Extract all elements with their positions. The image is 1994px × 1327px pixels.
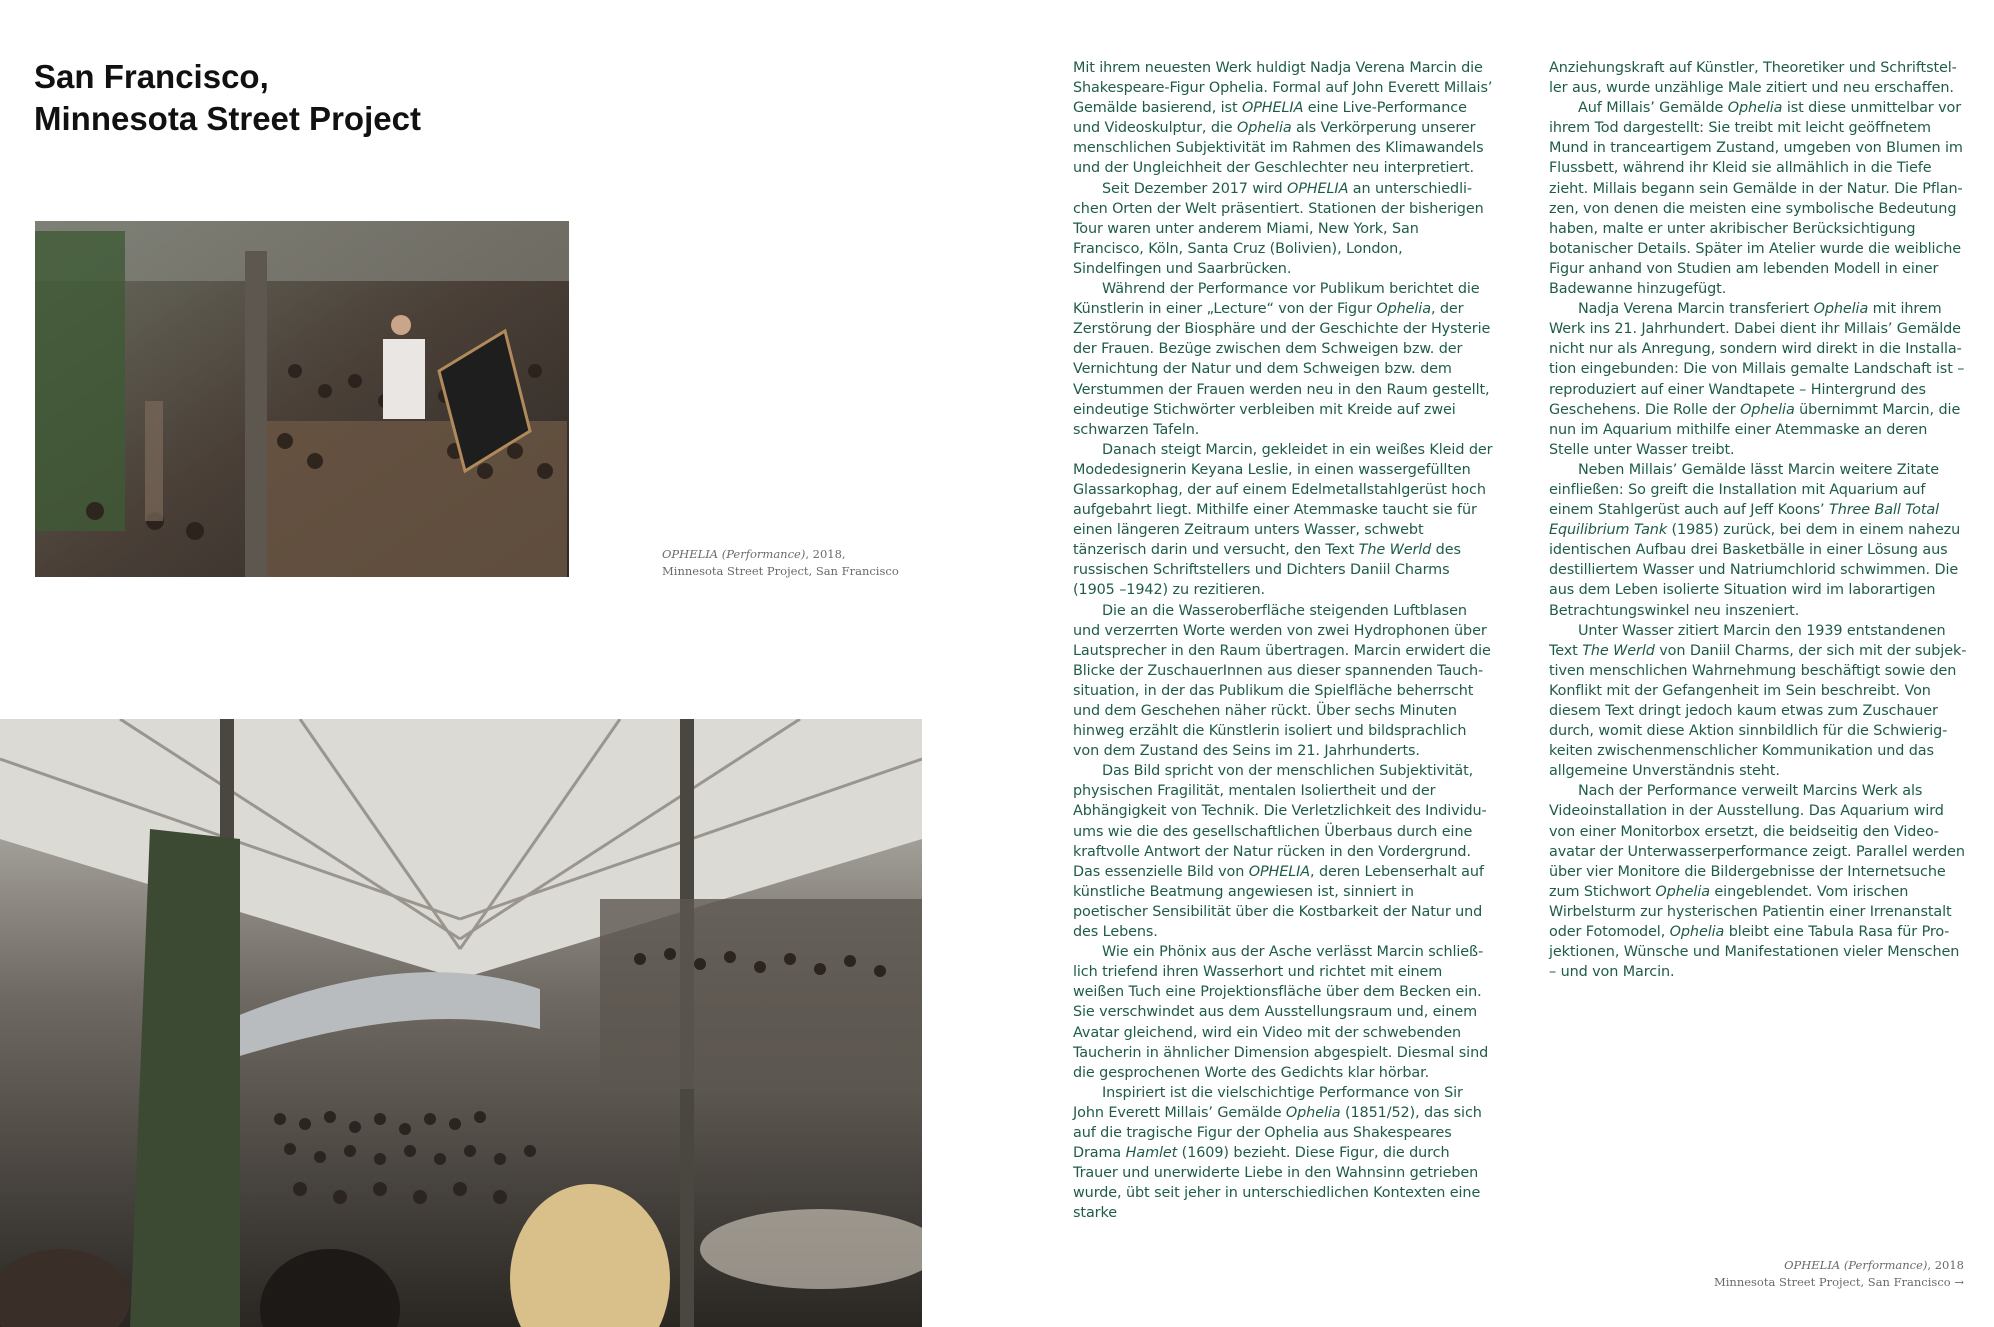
- body-paragraph: Inspiriert ist die vielschichtige Performance von Sir John Everett Millais’ Gemälde Ophelia (1851/52), das sich auf die tragische Figur der Ophelia aus Shakespeares Drama Hamlet (1609) bezieht. Diese Figur, die durch Trauer und unerwiderte Liebe in den Wahnsinn getrieben wurde, übt seit jeher in unterschiedlichen Kontexten eine starke: [1073, 1084, 1482, 1222]
- photo-caption-2-title: OPHELIA (Performance): [1784, 1258, 1928, 1272]
- performance-photo-audience-image: [0, 719, 922, 1327]
- page-title: [34, 56, 421, 140]
- page-title-line-2: Minnesota Street Project: [34, 100, 421, 137]
- body-paragraph: Nach der Performance verweilt Marcins Werk als Videoinstallation in der Ausstellung. Das Aquarium wird von einer Monitorbox ersetzt, die beidseitig den Videoavatar der Unterwasserperformance zeigt. Parallel werden über vier Monitore die Bildergebnisse der Internetsuche zum Stichwort Ophelia eingeblendet. Vom irischen Wirbelsturm zur hysterischen Patientin einer Irrenanstalt oder Fotomodel, Ophelia bleibt eine Tabula Rasa für Projektionen, Wünsche und Manifestationen vieler Menschen – und von Marcin.: [1549, 783, 1965, 981]
- photo-caption-2-location: Minnesota Street Project, San Francisco: [1713, 1275, 1951, 1289]
- body-paragraph: Mit ihrem neuesten Werk huldigt Nadja Verena Marcin die Shakespeare-Figur Ophelia. Formal auf John Everett Millais’ Gemälde basierend, ist OPHELIA eine Live-Performance und Videoskulptur, die Ophelia als Verkörperung unserer menschlichen Subjektivität im Rahmen des Klimawandels und der Ungleichheit der Geschlechter neu interpretiert.: [1073, 60, 1493, 177]
- photo-caption-2-line-2: [1714, 1274, 1964, 1291]
- body-paragraph: Wie ein Phönix aus der Asche verlässt Marcin schließlich triefend ihren Wasserhort und richtet mit einem weißen Tuch eine Projektionsfläche über dem Becken ein. Sie verschwindet aus dem Ausstellungsraum und, einem Avatar gleichend, wird ein Video mit der schwebenden Taucherin in ähnlicher Dimension abgespielt. Diesmal sind die gesprochenen Worte des Gedichts klar hörbar.: [1073, 944, 1489, 1081]
- photo-caption-1-title: OPHELIA (Performance): [662, 547, 806, 561]
- text-column-2: [1549, 58, 1969, 982]
- body-paragraph: Nadja Verena Marcin transferiert Ophelia mit ihrem Werk ins 21. Jahrhundert. Dabei dient ihr Millais’ Gemälde nicht nur als Anregung, sondern wird direkt in die Installation eingebunden: Die von Millais gemalte Landschaft ist – reproduziert auf einer Wandtapete – Hintergrund des Geschehens. Die Rolle der Ophelia übernimmt Marcin, die nun im Aquarium mithilfe einer Atemmaske an deren Stelle unter Wasser treibt.: [1549, 301, 1965, 458]
- photo-caption-1-line-2: Minnesota Street Project, San Francisco: [662, 564, 899, 578]
- performance-photo-lecture-image: [35, 221, 569, 577]
- performance-photo-audience: [0, 719, 922, 1327]
- body-paragraph: Danach steigt Marcin, gekleidet in ein weißes Kleid der Modedesignerin Keyana Leslie, in einen wassergefüllten Glassarkophag, der auf einem Edelmetallstahlgerüst hoch aufgebahrt liegt. Mithilfe einer Atemmaske taucht sie für einen längeren Zeitraum unters Wasser, schwebt tänzerisch darin und versucht, den Text The Werld des russischen Schriftstellers und Dichters Daniil Charms (1905 –1942) zu rezitieren.: [1073, 441, 1493, 599]
- body-paragraph: Neben Millais’ Gemälde lässt Marcin weitere Zitate einfließen: So greift die Installation mit Aquarium auf einem Stahlgerüst auch auf Jeff Koons’ Three Ball Total Equilibrium Tank (1985) zurück, bei dem in einem nahezu identischen Aufbau drei Basketbälle in einer Lösung aus destilliertem Wasser und Natriumchlorid schwimmen. Die aus dem Leben isolierte Situation wird im laborartigen Betrachtungswinkel neu inszeniert.: [1549, 461, 1961, 619]
- body-paragraph: Auf Millais’ Gemälde Ophelia ist diese unmittelbar vor ihrem Tod dargestellt: Sie treibt mit leicht geöffnetem Mund in tranceartigem Zustand, umgeben von Blumen im Flussbett, während ihr Kleid sie allmählich in die Tiefe zieht. Millais begann sein Gemälde in der Natur. Die Pflanzen, von denen die meisten eine symbolische Bedeutung haben, malte er unter akribischer Berücksichtigung botanischer Details. Später im Atelier wurde die weibliche Figur anhand von Studien am lebenden Modell in einer Badewanne hinzugefügt.: [1549, 100, 1963, 298]
- body-paragraph: Die an die Wasseroberfläche steigenden Luftblasen und verzerrten Worte werden von zwei Hydrophonen über Lautsprecher in den Raum übertragen. Marcin erwidert die Blicke der ZuschauerInnen aus dieser spannenden Tauchsituation, in der das Publikum die Spielfläche beherrscht und dem Geschehen näher rückt. Über sechs Minuten hinweg erzählt die Künstlerin isoliert und bildsprachlich von dem Zustand des Seins im 21. Jahrhunderts.: [1073, 602, 1491, 760]
- arrow-right-icon: →: [1954, 1275, 1964, 1289]
- photo-caption-2-year: , 2018: [1927, 1258, 1964, 1272]
- body-paragraph: Anziehungskraft auf Künstler, Theoretiker und Schriftsteller aus, wurde unzählige Male zitiert und neu erschaffen.: [1549, 60, 1957, 97]
- photo-caption-1-year: , 2018,: [805, 547, 846, 561]
- text-column-1: [1073, 58, 1493, 1223]
- body-paragraph: Das Bild spricht von der menschlichen Subjektivität, physischen Fragilität, mentalen Isoliertheit und der Abhängigkeit von Technik. Die Verletzlichkeit des Individuums wie die des gesellschaftlichen Überbaus durch eine kraftvolle Antwort der Natur rücken in den Vordergrund. Das essenzielle Bild von OPHELIA, deren Lebenserhalt auf künstliche Beatmung angewiesen ist, sinniert in poetischer Sensibilität über die Kostbarkeit der Natur und des Lebens.: [1073, 763, 1487, 941]
- body-paragraph: Seit Dezember 2017 wird OPHELIA an unterschiedlichen Orten der Welt präsentiert. Stationen der bisherigen Tour waren unter anderem Miami, New York, San Francisco, Köln, Santa Cruz (Bolivien), London, Sindelfingen und Saarbrücken.: [1073, 180, 1484, 277]
- body-paragraph: Unter Wasser zitiert Marcin den 1939 entstandenen Text The Werld von Daniil Charms, der sich mit der subjektiven menschlichen Wahrnehmung beschäftigt sowie den Konflikt mit der Gefangenheit im Sein beschreibt. Von diesem Text dringt jedoch kaum etwas zum Zuschauer durch, womit diese Aktion sinnbildlich für die Schwierigkeiten zwischenmenschlicher Kommunikation und das allgemeine Unverständnis steht.: [1549, 622, 1967, 780]
- performance-photo-lecture: [35, 221, 569, 577]
- photo-caption-1-line-1: [662, 546, 899, 563]
- body-paragraph: Während der Performance vor Publikum berichtet die Künstlerin in einer „Lecture“ von der Figur Ophelia, der Zerstörung der Biosphäre und der Geschichte der Hysterie der Frauen. Bezüge zwischen dem Schweigen bzw. der Vernichtung der Natur und dem Schweigen bzw. dem Verstummen der Frauen werden neu in den Raum gestellt, eindeutige Stichwörter verbleiben mit Kreide auf zwei schwarzen Tafeln.: [1073, 281, 1491, 438]
- photo-caption-2-line-1: [1714, 1257, 1964, 1274]
- page-title-line-1: San Francisco,: [34, 58, 269, 95]
- photo-caption-1: [662, 546, 899, 580]
- photo-caption-2: [1714, 1257, 1964, 1291]
